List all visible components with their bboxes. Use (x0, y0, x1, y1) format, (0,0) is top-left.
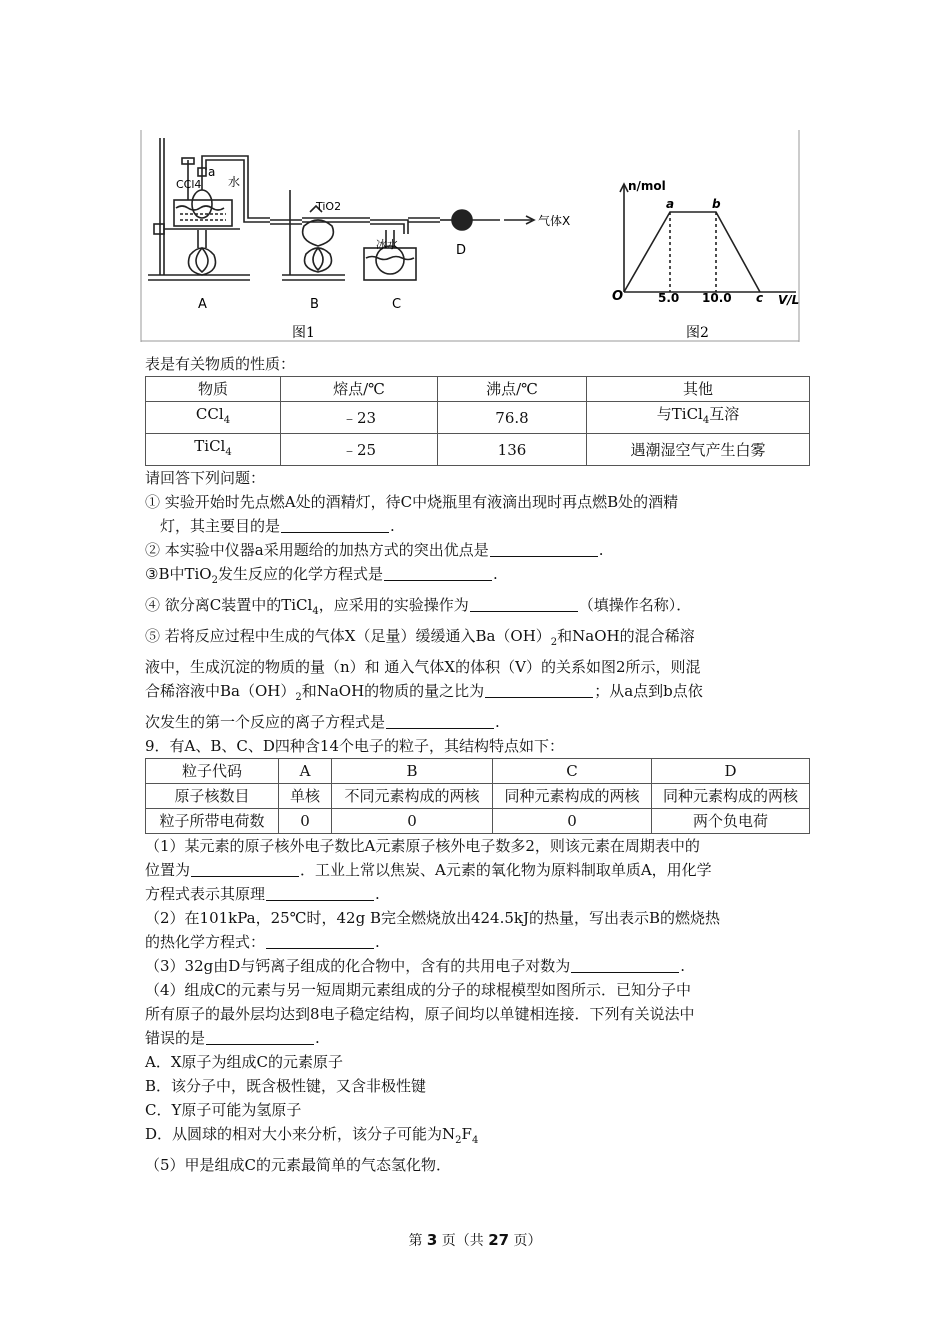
q9-part3: （3）32g由D与钙离子组成的化合物中，含有的共用电子对数为 . (145, 957, 686, 975)
cell-c: 同种元素构成的两核 (493, 784, 652, 809)
page-footer: 第 3 页（共 27 页） (408, 1231, 542, 1249)
cell-other: 遇潮湿空气产生白雾 (587, 434, 810, 466)
cell-a: 0 (279, 809, 332, 834)
th-other: 其他 (587, 377, 810, 402)
table-row (146, 402, 810, 434)
answer-blank[interactable] (490, 540, 598, 557)
option-a: A．X原子为组成C的元素原子 (145, 1053, 343, 1071)
apparatus-a (148, 138, 270, 280)
cell-substance: TiCl$_4$ (146, 434, 281, 466)
option-c: C．Y原子可能为氢原子 (145, 1101, 302, 1119)
th-substance: 物质 (146, 377, 281, 402)
q8-part5: ⑤ 若将反应过程中生成的气体X（足量）缓缓通入$Ba(OH)_2$和NaOH的混合稀溶 液中，生成沉淀的物质的量（n）和 通入气体X的体积（V）的关系如图2所示，则混 合稀溶液中$Ba(OH)_2$和NaOH的物质的量之比为 ；从a点到b点依 次发生的第一个反应的离子方程式是 . (145, 627, 703, 731)
label-tio2: TiO2 (316, 200, 342, 213)
table-row (146, 809, 810, 834)
cell-label: 原子核数目 (146, 784, 279, 809)
q9-title: 9．有A、B、C、D四种含14个电子的粒子，其结构特点如下： (145, 737, 564, 755)
cell-d: 同种元素构成的两核 (652, 784, 810, 809)
table-row (146, 434, 810, 466)
cell-melting: ﹣25 (281, 434, 438, 466)
cell-label: 粒子所带电荷数 (146, 809, 279, 834)
cell-b: 0 (332, 809, 493, 834)
label-C: C (392, 297, 402, 312)
cell-b: 不同元素构成的两核 (332, 784, 493, 809)
q9-part4: （4）组成C的元素与另一短周期元素组成的分子的球棍模型如图所示．已知分子中 所有原子的最外层均达到8电子稳定结构，原子间均以单键相连接．下列有关说法中 错误的是 . (145, 981, 695, 1047)
graph-xlabel: V/L (778, 293, 800, 307)
q8-part2: ② 本实验中仪器a采用题给的加热方式的突出优点是 . (145, 541, 604, 559)
graph-point-c: c (756, 291, 764, 305)
table-row (146, 784, 810, 809)
option-d: D．从圆球的相对大小来分析，该分子可能为$N_2F_4$ (145, 1125, 479, 1146)
graph-point-b: b (712, 197, 721, 211)
answer-blank[interactable] (571, 956, 679, 973)
cell-substance: CCl$_4$ (146, 402, 281, 434)
label-A: A (198, 297, 207, 312)
cell-boiling: 76.8 (438, 402, 587, 434)
graph-tick-10: 10.0 (702, 291, 732, 305)
graph-origin: O (612, 289, 624, 304)
th-code: 粒子代码 (146, 759, 279, 784)
graph-ylabel: n/mol (628, 179, 666, 193)
th-a: A (279, 759, 332, 784)
answer-blank[interactable] (485, 681, 593, 698)
apparatus-figures (140, 130, 800, 342)
document-body (145, 352, 810, 1177)
q8-intro: 请回答下列问题： (145, 469, 266, 487)
th-boiling: 沸点/℃ (438, 377, 587, 402)
label-B: B (310, 297, 319, 312)
cell-boiling: 136 (438, 434, 587, 466)
answer-blank[interactable] (384, 564, 492, 581)
q9-part2: （2）在101kPa，25℃时，42g B完全燃烧放出424.5kJ的热量，写出表示B的燃烧热 的热化学方程式： . (145, 909, 721, 951)
cell-d: 两个负电荷 (652, 809, 810, 834)
cell-other: 与TiCl$_4$互溶 (587, 402, 810, 434)
apparatus-d (440, 210, 534, 230)
label-water: 水 (228, 175, 241, 189)
q8-part4: ④ 欲分离C装置中的TiCl$_4$，应采用的实验操作为 （填操作名称）． (145, 596, 692, 617)
cell-a: 单核 (279, 784, 332, 809)
q8-part3: ③B中TiO$_2$发生反应的化学方程式是 . (145, 565, 498, 586)
label-a: a (208, 165, 216, 179)
answer-blank[interactable] (386, 712, 494, 729)
label-ccl4: CCl4 (176, 178, 202, 191)
option-b: B．该分子中，既含极性键，又含非极性键 (145, 1077, 427, 1095)
page-total: 27 (488, 1231, 510, 1249)
th-c: C (493, 759, 652, 784)
answer-blank[interactable] (266, 884, 374, 901)
answer-blank[interactable] (281, 516, 389, 533)
figure1-caption: 图1 (292, 325, 315, 341)
table-header-row (146, 759, 810, 784)
q8-part1: ① 实验开始时先点燃A处的酒精灯，待C中烧瓶里有液滴出现时再点燃B处的酒精 灯，其主要目的是 . (145, 493, 679, 535)
particle-table (145, 758, 810, 834)
answer-blank[interactable] (191, 860, 299, 877)
th-d: D (652, 759, 810, 784)
label-gas-x: 气体X (538, 214, 571, 228)
q9-part5: （5）甲是组成C的元素最简单的气态氢化物． (145, 1156, 452, 1174)
th-b: B (332, 759, 493, 784)
th-melting: 熔点/℃ (281, 377, 438, 402)
page-number: 3 (426, 1231, 438, 1249)
cell-melting: ﹣23 (281, 402, 438, 434)
table-header-row (146, 377, 810, 402)
properties-table (145, 376, 810, 466)
answer-blank[interactable] (266, 932, 374, 949)
answer-blank[interactable] (206, 1028, 314, 1045)
graph-point-a: a (666, 197, 675, 211)
graph-tick-5: 5.0 (658, 291, 680, 305)
label-D: D (456, 243, 467, 258)
label-ice-water: 冰水 (376, 238, 398, 251)
cell-c: 0 (493, 809, 652, 834)
q9-part1: （1）某元素的原子核外电子数比A元素原子核外电子数多2，则该元素在周期表中的 位置为 ．工业上常以焦炭、A元素的氧化物为原料制取单质A，用化学 方程式表示其原理 . (145, 837, 712, 903)
figure2-caption: 图2 (686, 325, 709, 341)
answer-blank[interactable] (470, 595, 578, 612)
table1-intro: 表是有关物质的性质： (145, 355, 296, 373)
graph-figure2 (620, 184, 796, 292)
